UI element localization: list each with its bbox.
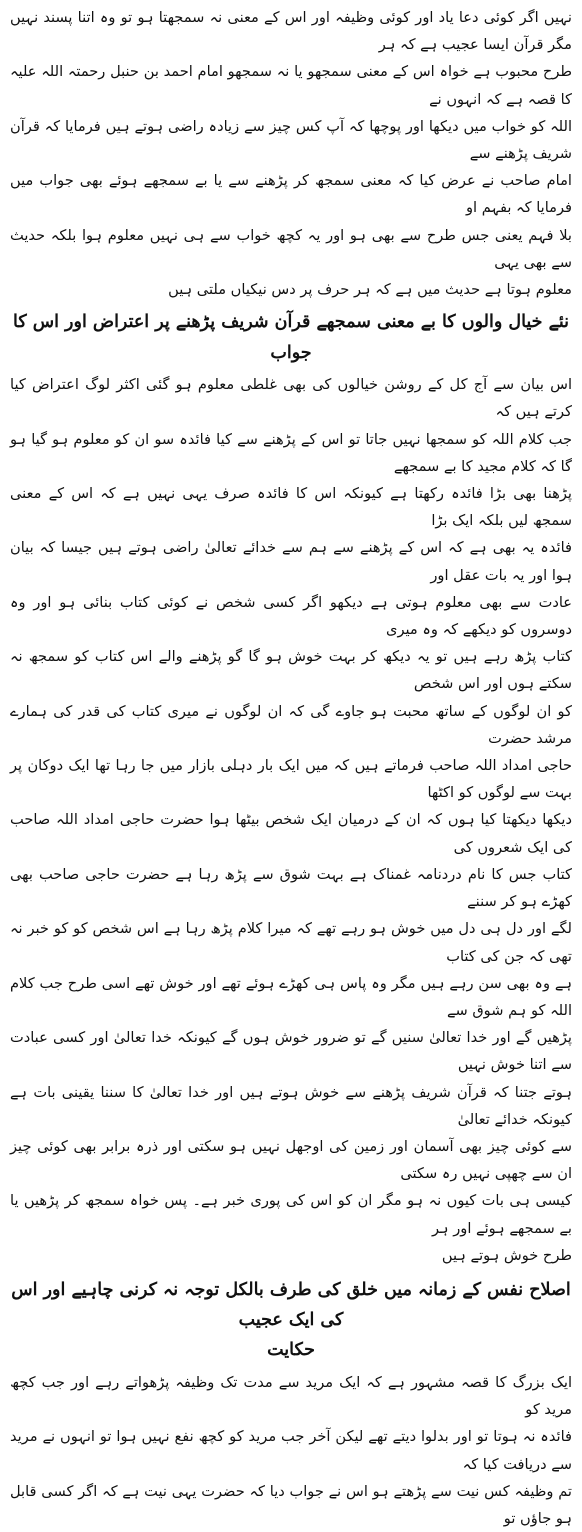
text-line: فائدہ نہ ہوتا تو اور بدلوا دیتے تھے لیکن آخر جب مرید کو کچھ نفع نہیں ہوا تو انہوں نے مرید سے دریافت کیا کہ [10, 1428, 572, 1473]
text-line: دیکھا دیکھتا کیا ہوں کہ ان کے درمیان ایک شخص بیٹھا ہوا حضرت حاجی امداد اللہ صاحب کی ایک شعروں کی [10, 811, 572, 856]
text-line: پڑھیں گے اور خدا تعالیٰ سنیں گے تو ضرور خوش ہوں گے کیونکہ خدا تعالیٰ اور کسی عبادت سے اتنا خوش نہیں [10, 1029, 572, 1074]
text-line: تم وظیفہ کس نیت سے پڑھتے ہو اس نے جواب دیا کہ حضرت یہی نیت ہے کہ اگر کسی قابل ہو جاؤں تو [10, 1482, 572, 1527]
text-line: بلا فہم یعنی جس طرح سے بھی ہو اور یہ کچھ خواب سے ہی نہیں معلوم ہوا بلکہ حدیث سے بھی یہی [10, 226, 572, 271]
heading-line: حکایت [267, 1339, 315, 1360]
text-line: کتاب پڑھ رہے ہیں تو یہ دیکھ کر بہت خوش ہو گا گو پڑھنے والے اس کتاب کو سمجھ نہ سکتے ہوں اور اس شخص [10, 648, 572, 693]
text-line: جب کلام اللہ کو سمجھا نہیں جاتا تو اس کے پڑھنے سے کیا فائدہ سو ان کو معلوم ہو گیا ہو گا کہ کلام مجید کا بے سمجھے [10, 430, 572, 475]
text-line: معلوم ہوتا ہے حدیث میں ہے کہ ہر حرف پر دس نیکیاں ملتی ہیں [168, 281, 572, 299]
section-heading-objection: نئے خیال والوں کا بے معنی سمجھے قرآن شریف پڑھنے پر اعتراض اور اس کا جواب [12, 312, 570, 364]
text-line: حاجی امداد اللہ صاحب فرماتے ہیں کہ میں ایک بار دہلی بازار میں جا رہا تھا ایک دوکان پر بہت سے لوگوں کو اکٹھا [10, 757, 572, 802]
text-line: اللہ کو خواب میں دیکھا اور پوچھا کہ آپ کس چیز سے زیادہ راضی ہوتے ہیں فرمایا کہ قرآن شریف پڑھنے سے [10, 117, 572, 163]
text-line: عادت سے بھی معلوم ہوتی ہے دیکھو اگر کسی شخص نے کوئی کتاب بنائی ہو اور وہ دوسروں کو دیکھے کہ وہ میری [10, 593, 572, 639]
text-line: ہوتے جتنا کہ قرآن شریف پڑھنے سے خوش ہوتے ہیں اور خدا تعالیٰ کا سننا یقینی بات ہے کیونکہ خدائے تعالیٰ [10, 1083, 572, 1128]
text-line: امام صاحب نے عرض کیا کہ معنی سمجھ کر پڑھنے سے یا بے سمجھے ہوئے بھی جواب میں فرمایا کہ بفہم او [10, 172, 572, 217]
text-line: طرح محبوب ہے خواہ اس کے معنی سمجھو یا نہ سمجھو امام احمد بن حنبل رحمتہ اللہ علیہ کا قصہ ہے کہ انہوں نے [10, 63, 572, 108]
text-line: پڑھنا بھی بڑا فائدہ رکھتا ہے کیونکہ اس کا فائدہ صرف یہی نہیں ہے کہ اس کے معنی سمجھ لیں بلکہ ایک بڑا [10, 485, 572, 530]
text-line: نہیں اگر کوئی دعا یاد اور کوئی وظیفہ اور اس کے معنی نہ سمجھتا ہو تو وہ اتنا پسند نہیں مگر قرآن ایسا عجیب ہے کہ ہر [10, 9, 572, 54]
text-line: کتاب جس کا نام دردنامہ غمناک ہے بہت شوق سے پڑھ رہا ہے حضرت حاجی صاحب بھی کھڑے ہو کر سننے [10, 865, 572, 911]
text-line: فائدہ یہ بھی ہے کہ اس کے پڑھنے سے ہم سے خدائے تعالیٰ راضی ہوتے ہیں جیسا کہ بیان ہوا اور یہ بات عقل اور [10, 539, 572, 584]
heading-line: اصلاح نفس کے زمانہ میں خلق کی طرف بالکل توجہ نہ کرنی چاہیے اور اس کی ایک عجیب [11, 1279, 571, 1330]
text-line: لگے اور دل ہی دل میں خوش ہو رہے تھے کہ میرا کلام پڑھ رہا ہے اس شخص کو کو خبر نہ تھی کہ جن کی کتاب [10, 920, 572, 965]
text-line: اس بیان سے آج کل کے روشن خیالوں کی بھی غلطی معلوم ہو گئی اکثر لوگ اعتراض کیا کرتے ہیں کہ [10, 376, 572, 421]
section-heading-self-reform [10, 1275, 572, 1365]
paragraph-story [10, 1369, 572, 1532]
paragraph-answer [10, 371, 572, 1269]
text-line: ایک بزرگ کا قصہ مشہور ہے کہ ایک مرید سے مدت تک وظیفہ پڑھواتے رہے اور جب کچھ مرید کو [10, 1373, 572, 1419]
text-line: کو ان لوگوں کے ساتھ محبت ہو جاوے گی کہ ان لوگوں نے میری کتاب کی قدر کی ہمارے مرشد حضرت [10, 702, 572, 747]
text-line: کیسی ہی بات کیوں نہ ہو مگر ان کو اس کی پوری خبر ہے۔ پس خواہ سمجھ کر پڑھیں یا بے سمجھے ہوئے اور ہر [10, 1192, 572, 1237]
text-line: سے کوئی چیز بھی آسمان اور زمین کی اوجھل نہیں ہو سکتی اور ذرہ برابر بھی کوئی چیز ان سے چھپی نہیں رہ سکتی [10, 1137, 572, 1183]
text-line: ہے وہ بھی سن رہے ہیں مگر وہ پاس ہی کھڑے ہوئے تھے اور خوش تھے اسی طرح جب کلام اللہ کو ہم شوق سے [10, 974, 572, 1019]
text-line: طرح خوش ہوتے ہیں [441, 1246, 572, 1264]
paragraph-intro [10, 4, 572, 303]
